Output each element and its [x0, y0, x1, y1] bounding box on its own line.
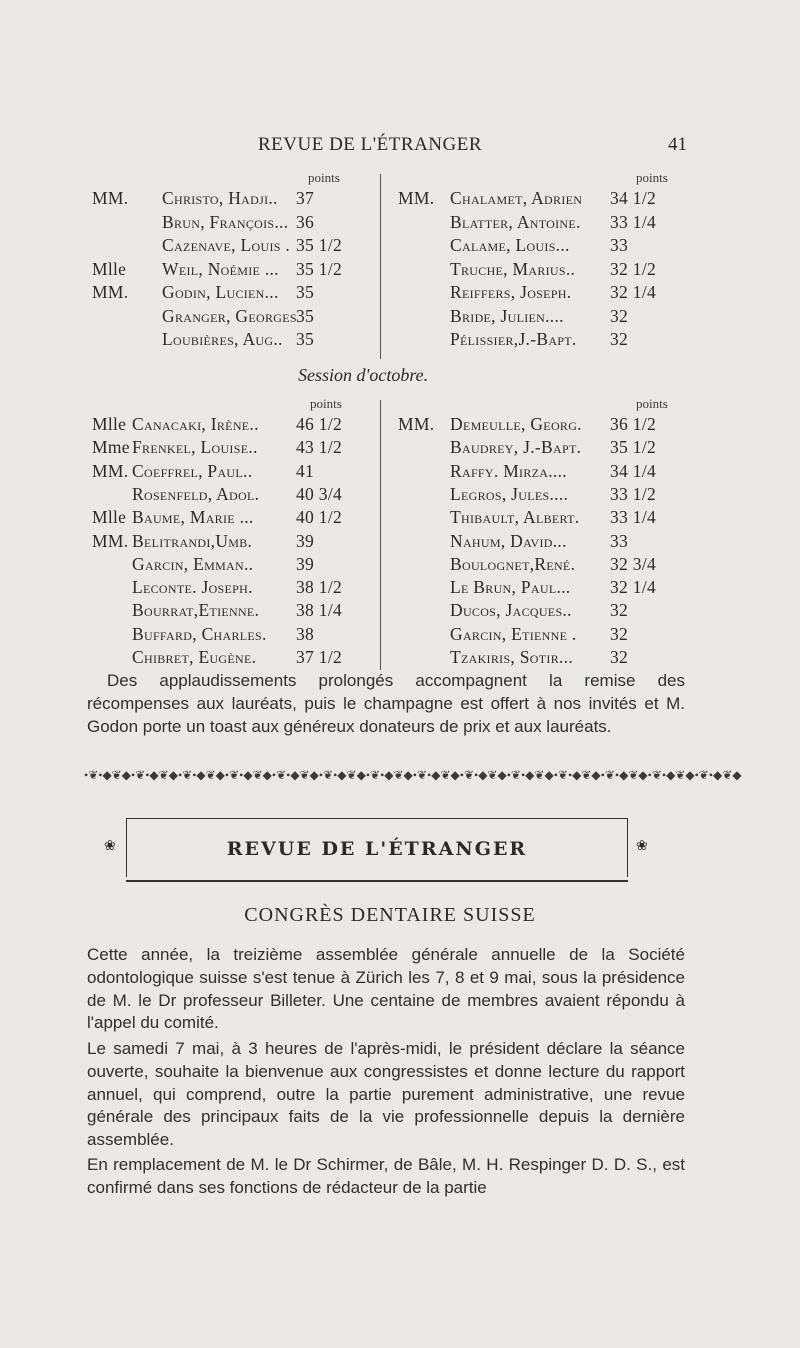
points-value: 38 1/2: [296, 577, 343, 598]
table-row: [398, 259, 680, 283]
honorific: Mlle: [92, 258, 127, 279]
laureate-name: Truche, Marius..: [450, 258, 576, 279]
laureate-name: Canacaki, Irène..: [132, 414, 259, 434]
points-value: 34 1/4: [610, 460, 657, 481]
points-value: 33: [610, 530, 629, 551]
laureate-name: Coeffrel, Paul..: [132, 460, 253, 481]
points-value: 33: [610, 235, 629, 255]
table-row: [92, 259, 366, 283]
laureate-name: Rosenfeld, Adol.: [132, 483, 260, 504]
body-paragraph-3: En remplacement de M. le Dr Schirmer, de Bâle, M. H. Respinger D. D. S., est confirmé dans ses fonctions de rédacteur de la partie: [87, 1155, 685, 1197]
table-row: [92, 414, 366, 438]
body-paragraph-1: Cette année, la treizième assemblée générale annuelle de la Société odontologique suisse s'est tenue à Zürich les 7, 8 et 9 mai, sous la présidence de M. le Dr professeur Billeter. Une centaine de membres avaient répondu à l'appel du comité.: [87, 945, 685, 1033]
laureate-name: Tzakiris, Sotir...: [450, 647, 574, 667]
table-row: [398, 329, 680, 353]
table-row: [398, 507, 680, 531]
fleuron-right-icon: ❀: [636, 839, 648, 854]
points-value: 41: [296, 460, 315, 481]
points-value: 32: [610, 329, 629, 349]
table-row: [398, 212, 680, 236]
laureate-name: Garcin, Emman..: [132, 553, 254, 574]
points-value: 40 3/4: [296, 483, 343, 504]
points-value: 32 1/4: [610, 577, 657, 598]
points-value: 32: [610, 600, 629, 621]
laureate-name: Demeulle, Georg.: [450, 414, 582, 434]
points-value: 33 1/4: [610, 507, 657, 528]
laureate-name: Weil, Noémie ...: [162, 258, 279, 279]
points-value: 36: [296, 211, 315, 232]
table-row: [398, 188, 680, 212]
banner-title: REVUE DE L'ÉTRANGER: [226, 838, 528, 860]
section-title: CONGRÈS DENTAIRE SUISSE: [244, 904, 536, 926]
points-header-left: points: [310, 396, 342, 411]
points-value: 35 1/2: [610, 437, 657, 458]
table-row: [398, 531, 680, 555]
points-value: 36 1/2: [610, 414, 657, 434]
honorific: Mme: [92, 437, 130, 458]
points-value: 32: [610, 647, 629, 667]
laureate-name: Thibault, Albert.: [450, 507, 580, 528]
table-row: [398, 577, 680, 601]
table-row: [92, 600, 366, 624]
table-row: [92, 212, 366, 236]
page-number: 41: [668, 134, 687, 155]
laureate-name: Ducos, Jacques..: [450, 600, 572, 621]
fleuron-left-icon: ❀: [104, 839, 116, 854]
table-row: [92, 647, 366, 671]
honorific: Mlle: [92, 414, 127, 434]
laureate-name: Pélissier,J.-Bapt.: [450, 329, 577, 349]
points-value: 43 1/2: [296, 437, 343, 458]
column-divider: [380, 174, 381, 359]
points-value: 35 1/2: [296, 258, 343, 279]
laureate-name: Baudrey, J.-Bapt.: [450, 437, 582, 458]
laureate-name: Loubières, Aug..: [162, 329, 283, 349]
table-row: [398, 282, 680, 306]
table-row: [398, 414, 680, 438]
laureate-name: Reiffers, Joseph.: [450, 282, 572, 302]
table-row: [92, 329, 366, 353]
laureate-name: Raffy. Mirza....: [450, 460, 567, 481]
points-value: 38 1/4: [296, 600, 343, 621]
laureate-name: Le Brun, Paul...: [450, 577, 571, 598]
table-row: [92, 554, 366, 578]
section-banner: [126, 818, 628, 882]
table-row: [92, 507, 366, 531]
laureate-name: Godin, Lucien...: [162, 282, 279, 302]
honorific: MM.: [398, 414, 435, 434]
points-value: 35: [296, 329, 315, 349]
laureate-name: Nahum, David...: [450, 530, 567, 551]
laureate-name: Christo, Hadji..: [162, 188, 278, 208]
body-paragraph-2: Le samedi 7 mai, à 3 heures de l'après-midi, le président déclare la séance ouverte, souhaite la bienvenue aux congressistes et donne lecture du rapport annuel, qui comprend, outre la partie purement administrative, une revue générale des principaux faits de la vie professionnelle depuis la dernière assemblée.: [87, 1039, 685, 1150]
points-value: 40 1/2: [296, 507, 343, 528]
points-value: 37 1/2: [296, 647, 343, 667]
table-row: [398, 554, 680, 578]
points-header-right: points: [636, 170, 668, 185]
laureate-name: Belitrandi,Umb.: [132, 530, 253, 551]
honorific: MM.: [92, 188, 129, 208]
points-value: 33 1/2: [610, 483, 657, 504]
laureate-name: Garcin, Etienne .: [450, 623, 577, 644]
table-row: [398, 647, 680, 671]
honorific: MM.: [92, 282, 129, 302]
laureate-name: Buffard, Charles.: [132, 623, 267, 644]
table-row: [92, 484, 366, 508]
laureate-name: Bride, Julien....: [450, 305, 564, 326]
points-value: 32: [610, 305, 629, 326]
honorific: MM.: [92, 460, 129, 481]
closing-paragraph: Des applaudissements prolongés accompagnent la remise des récompenses aux lauréats, puis le champagne est offert à nos invités et M. Godon porte un toast aux généreux donateurs de prix et aux lauréats.: [87, 671, 685, 736]
honorific: MM.: [92, 530, 129, 551]
points-header-left: points: [308, 170, 340, 185]
column-divider: [380, 400, 381, 670]
table-row: [398, 235, 680, 259]
table-row: [92, 577, 366, 601]
laureate-name: Baume, Marie ...: [132, 507, 254, 528]
points-value: 32: [610, 623, 629, 644]
points-value: 46 1/2: [296, 414, 343, 434]
table-row: [92, 235, 366, 259]
table-row: [398, 461, 680, 485]
laureate-name: Leconte. Joseph.: [132, 577, 253, 598]
honorific: Mlle: [92, 507, 127, 528]
laureate-name: Chalamet, Adrien: [450, 188, 583, 208]
table-row: [92, 437, 366, 461]
points-value: 35: [296, 305, 315, 326]
running-title: REVUE DE L'ÉTRANGER: [258, 134, 483, 155]
points-value: 39: [296, 553, 315, 574]
table-row: [92, 624, 366, 648]
laureate-name: Legros, Jules....: [450, 483, 569, 504]
session-title: Session d'octobre.: [298, 365, 429, 385]
table-row: [92, 188, 366, 212]
laureate-name: Calame, Louis...: [450, 235, 570, 255]
laureate-name: Frenkel, Louise..: [132, 437, 258, 458]
points-value: 35 1/2: [296, 235, 343, 255]
points-header-right: points: [636, 396, 668, 411]
laureate-name: Granger, Georges: [162, 305, 297, 326]
points-value: 39: [296, 530, 315, 551]
table-row: [398, 437, 680, 461]
laureate-name: Boulognet,René.: [450, 553, 576, 574]
points-value: 34 1/2: [610, 188, 657, 208]
points-value: 37: [296, 188, 315, 208]
points-value: 32 1/2: [610, 258, 657, 279]
laureate-name: Bourrat,Etienne.: [132, 600, 260, 621]
banner-baseline: [126, 880, 628, 882]
points-value: 33 1/4: [610, 211, 657, 232]
laureate-name: Blatter, Antoine.: [450, 211, 581, 232]
laureate-name: Brun, François...: [162, 211, 289, 232]
points-value: 38: [296, 623, 315, 644]
ornamental-rule: •❦•◆❦◆•❦•◆❦◆•❦•◆❦◆•❦•◆❦◆•❦•◆❦◆•❦•◆❦◆•❦•◆❦◆•❦•◆❦◆•❦•◆❦◆•❦•◆❦◆•❦•◆❦◆•❦•◆❦◆•❦•◆❦◆•❦•◆❦◆: [84, 768, 742, 782]
table-row: [92, 282, 366, 306]
table-row: [92, 306, 366, 330]
points-value: 35: [296, 282, 315, 302]
table-row: [398, 484, 680, 508]
table-row: [92, 531, 366, 555]
honorific: MM.: [398, 188, 435, 208]
points-value: 32 1/4: [610, 282, 657, 302]
points-value: 32 3/4: [610, 553, 657, 574]
table-row: [398, 306, 680, 330]
table-row: [92, 461, 366, 485]
table-row: [398, 624, 680, 648]
table-row: [398, 600, 680, 624]
laureate-name: Cazenave, Louis .: [162, 235, 291, 255]
laureate-name: Chibret, Eugène.: [132, 647, 257, 667]
